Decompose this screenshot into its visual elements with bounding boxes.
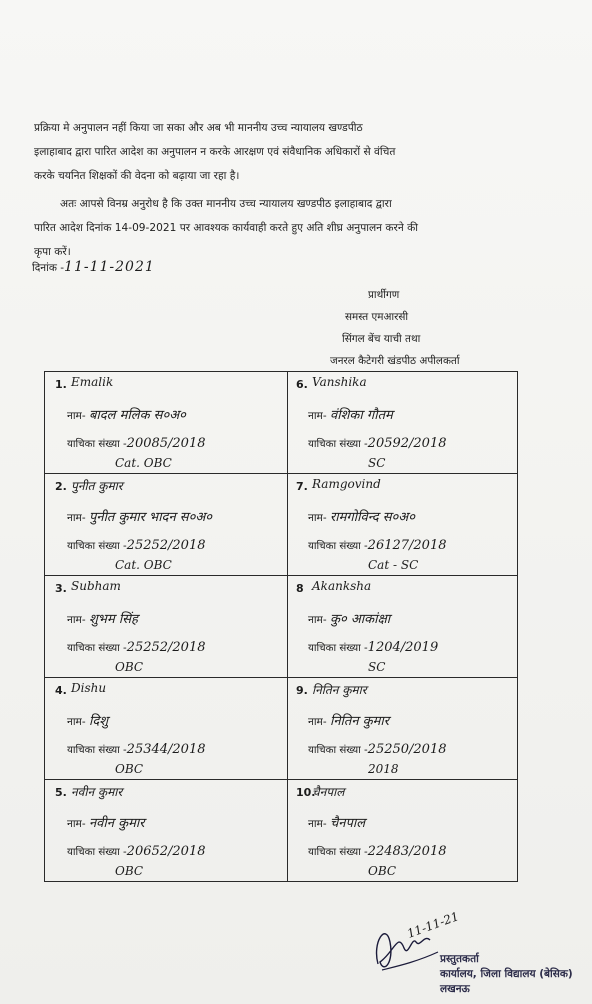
entry-signature: चैनपाल xyxy=(312,785,345,799)
petition-label: याचिका संख्या - xyxy=(308,643,368,654)
entry-petition: 20085/2018 xyxy=(126,436,206,451)
entry-number: 6. xyxy=(296,378,308,391)
entry-petition-row xyxy=(67,640,206,655)
applicants-line-4: जनरल कैटेगरी खंडपीठ अपीलकर्ता xyxy=(330,355,460,367)
stamp-line-1: प्रस्तुतकर्ता xyxy=(440,953,479,965)
paragraph-1-line: इलाहाबाद द्वारा पारित आदेश का अनुपालन न करके आरक्षण एवं संवैधानिक अधिकारों से वंचित xyxy=(34,146,396,158)
entry-category: Cat. OBC xyxy=(115,558,172,572)
entry-name-row xyxy=(308,711,389,729)
entry-signature: Emalik xyxy=(71,375,114,389)
entry-name-row xyxy=(308,507,415,525)
entry-category: OBC xyxy=(115,762,144,776)
petition-label: याचिका संख्या - xyxy=(308,439,368,450)
entry-cell-4 xyxy=(45,678,288,780)
entry-number: 9. xyxy=(296,684,308,697)
entry-name-row xyxy=(308,405,393,423)
entry-name-row xyxy=(67,813,145,831)
entry-petition: 25250/2018 xyxy=(367,742,447,757)
entry-petition-row xyxy=(308,538,447,553)
entry-signature: Subham xyxy=(71,579,121,593)
name-label: नाम- xyxy=(67,818,86,830)
entry-petition: 20652/2018 xyxy=(126,844,206,859)
name-label: नाम- xyxy=(308,410,327,422)
name-label: नाम- xyxy=(67,410,86,422)
applicants-table xyxy=(44,371,518,882)
paragraph-1 xyxy=(34,116,554,188)
petition-label: याचिका संख्या - xyxy=(67,439,127,450)
entry-category: SC xyxy=(368,660,386,674)
entry-cell-8 xyxy=(288,576,518,678)
entry-name: दिशु xyxy=(88,714,109,729)
entry-name-row xyxy=(67,609,138,627)
paragraph-1-line: करके चयनित शिक्षकों की वेदना को बढ़ाया जा रहा है। xyxy=(34,170,240,182)
name-label: नाम- xyxy=(67,614,86,626)
date-value: 11-11-2021 xyxy=(64,259,155,275)
entry-petition: 20592/2018 xyxy=(367,436,447,451)
entry-name: चैनपाल xyxy=(329,816,366,831)
entry-petition-row xyxy=(67,742,206,757)
applicants-line-2: समस्त एमआरसी xyxy=(345,311,409,323)
entry-category: Cat - SC xyxy=(368,558,419,572)
entry-petition: 25252/2018 xyxy=(126,538,206,553)
name-label: नाम- xyxy=(308,818,327,830)
entry-category: 2018 xyxy=(368,762,399,776)
petition-label: याचिका संख्या - xyxy=(308,541,368,552)
entry-petition: 26127/2018 xyxy=(367,538,447,553)
petition-label: याचिका संख्या - xyxy=(67,643,127,654)
entry-petition-row xyxy=(308,742,447,757)
entry-petition: 22483/2018 xyxy=(367,844,447,859)
entry-category: OBC xyxy=(115,660,144,674)
entry-cell-5 xyxy=(45,780,288,882)
entry-signature: नितिन कुमार xyxy=(312,683,367,697)
entry-name: कु० आकांक्षा xyxy=(329,612,391,627)
entry-number: 1. xyxy=(55,378,67,391)
paragraph-1-line: प्रक्रिया मे अनुपालन नहीं किया जा सका और अब भी माननीय उच्च न्यायालय खण्डपीठ xyxy=(34,122,363,134)
entry-signature: Vanshika xyxy=(312,375,367,389)
entry-name: बादल मलिक स०अ० xyxy=(88,408,186,423)
entry-name-row xyxy=(308,609,390,627)
petition-label: याचिका संख्या - xyxy=(67,847,127,858)
entry-petition-row xyxy=(67,844,206,859)
entry-number: 3. xyxy=(55,582,67,595)
entry-petition-row xyxy=(67,538,206,553)
entry-signature: Akanksha xyxy=(312,579,372,593)
entry-cell-9 xyxy=(288,678,518,780)
entry-category: OBC xyxy=(368,864,397,878)
entry-petition-row xyxy=(308,436,447,451)
entry-category: Cat. OBC xyxy=(115,456,172,470)
entry-cell-7 xyxy=(288,474,518,576)
date-line xyxy=(32,259,155,275)
entry-name: रामगोविन्द स०अ० xyxy=(329,510,416,525)
entry-petition: 1204/2019 xyxy=(367,640,439,655)
applicants-line-3: सिंगल बेंच याची तथा xyxy=(342,333,421,345)
entry-name: नवीन कुमार xyxy=(88,816,145,831)
paragraph-2-line: कृपा करें। xyxy=(34,246,71,258)
entry-name: नितिन कुमार xyxy=(329,714,390,729)
paragraph-2-line: अतः आपसे विनम्र अनुरोध है कि उक्त माननीय उच्च न्यायालय खण्डपीठ इलाहाबाद द्वारा xyxy=(60,198,392,210)
entry-name: वंशिका गौतम xyxy=(329,408,393,423)
entry-category: OBC xyxy=(115,864,144,878)
signature-date: 11-11-21 xyxy=(405,909,461,941)
petition-label: याचिका संख्या - xyxy=(67,745,127,756)
entry-number: 5. xyxy=(55,786,67,799)
petition-label: याचिका संख्या - xyxy=(308,847,368,858)
petition-label: याचिका संख्या - xyxy=(67,541,127,552)
name-label: नाम- xyxy=(67,716,86,728)
entry-category: SC xyxy=(368,456,386,470)
entry-cell-3 xyxy=(45,576,288,678)
entry-signature: Dishu xyxy=(71,681,107,695)
entry-cell-2 xyxy=(45,474,288,576)
entry-name: पुनीत कुमार भादन स०अ० xyxy=(88,510,213,525)
name-label: नाम- xyxy=(308,716,327,728)
name-label: नाम- xyxy=(308,614,327,626)
entry-number: 7. xyxy=(296,480,308,493)
paragraph-2-line: पारित आदेश दिनांक 14-09-2021 पर आवश्यक कार्यवाही करते हुए अति शीघ्र अनुपालन करने की xyxy=(34,222,418,234)
entry-name: शुभम सिंह xyxy=(88,612,138,627)
office-stamp xyxy=(440,952,573,997)
entry-number: 4. xyxy=(55,684,67,697)
paragraph-2 xyxy=(34,192,554,264)
entry-signature: Ramgovind xyxy=(312,477,381,491)
name-label: नाम- xyxy=(308,512,327,524)
entry-petition: 25252/2018 xyxy=(126,640,206,655)
entry-petition-row xyxy=(308,844,447,859)
date-label: दिनांक - xyxy=(32,262,65,274)
stamp-line-3: लखनऊ xyxy=(440,983,470,995)
petition-label: याचिका संख्या - xyxy=(308,745,368,756)
entry-petition-row xyxy=(308,640,438,655)
entry-name-row xyxy=(308,813,365,831)
entry-name-row xyxy=(67,507,212,525)
entry-petition: 25344/2018 xyxy=(126,742,206,757)
entry-signature: पुनीत कुमार xyxy=(71,479,123,493)
entry-number: 10. xyxy=(296,786,316,799)
entry-number: 8 xyxy=(296,582,304,595)
stamp-line-2: कार्यालय, जिला विद्यालय (बेसिक) xyxy=(440,968,573,980)
entry-cell-6 xyxy=(288,372,518,474)
entry-cell-1 xyxy=(45,372,288,474)
name-label: नाम- xyxy=(67,512,86,524)
entry-name-row xyxy=(67,405,186,423)
entry-name-row xyxy=(67,711,108,729)
entry-signature: नवीन कुमार xyxy=(71,785,123,799)
entry-cell-10 xyxy=(288,780,518,882)
entry-number: 2. xyxy=(55,480,67,493)
entry-petition-row xyxy=(67,436,206,451)
applicants-line-1: प्रार्थीगण xyxy=(368,289,400,301)
